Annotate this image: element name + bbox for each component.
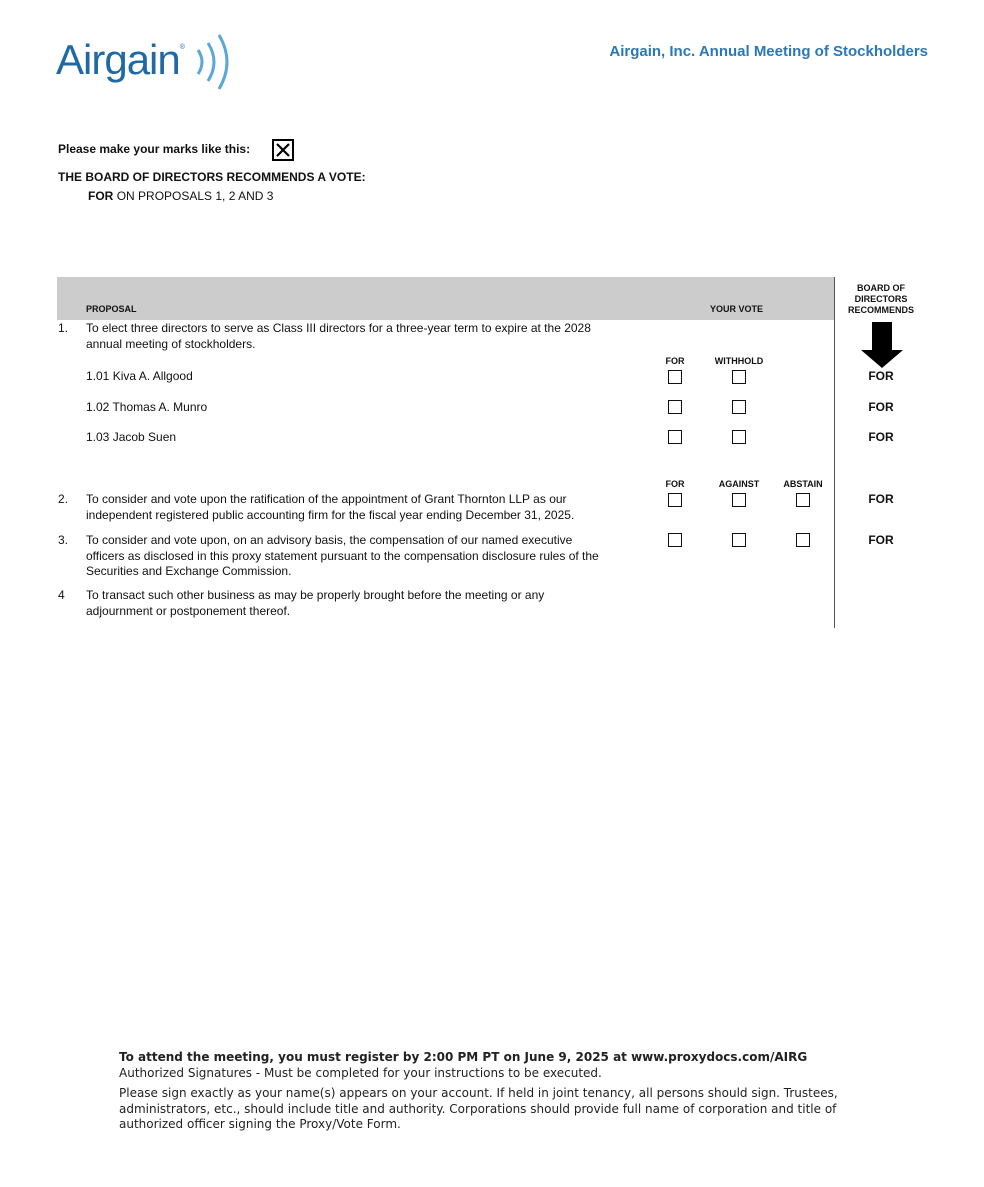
signing-instructions: Please sign exactly as your name(s) appears on your account. If held in joint tenancy, all persons should sign. Trustees, administrators, etc., should include title and authority. Corporations should provide full name of corporation and title of authorized officer signing the Proxy/Vote Form. — [119, 1086, 838, 1131]
p1-for-column-label: FOR — [665, 356, 685, 366]
x-mark-icon — [274, 141, 292, 159]
p2-abstain-column-label: ABSTAIN — [783, 479, 823, 489]
your-vote-column-header: YOUR VOTE — [710, 304, 764, 314]
proposal-2-abstain-checkbox[interactable] — [796, 493, 810, 507]
proposal-2-line1: To consider and vote upon the ratification of the appointment of Grant Thornton LLP as our — [86, 492, 567, 506]
nominee-2-for-checkbox[interactable] — [668, 400, 682, 414]
proposal-4-number: 4 — [58, 588, 65, 602]
nominee-2-recommendation: FOR — [868, 400, 894, 414]
board-for-label: FOR — [88, 189, 114, 203]
proposal-3-abstain-checkbox[interactable] — [796, 533, 810, 547]
proposal-1-line1: To elect three directors to serve as Class III directors for a three-year term to expire at the 2028 — [86, 321, 591, 335]
nominee-3-withhold-checkbox[interactable] — [732, 430, 746, 444]
proposal-3-number: 3. — [58, 533, 69, 547]
signal-waves-icon — [194, 32, 244, 92]
proposal-4-line1: To transact such other business as may be properly brought before the meeting or any — [86, 588, 545, 602]
board-recommendation-detail — [88, 189, 273, 203]
proposal-4-line2: adjournment or postponement thereof. — [86, 603, 291, 618]
proposal-2-number: 2. — [58, 492, 69, 506]
proposal-3-line3: Securities and Exchange Commission. — [86, 564, 292, 578]
board-header-line2: DIRECTORS — [854, 294, 908, 304]
nominee-2-withhold-checkbox[interactable] — [732, 400, 746, 414]
board-proposals-label: ON PROPOSALS 1, 2 AND 3 — [116, 189, 274, 203]
board-header-line3: RECOMMENDS — [847, 305, 914, 315]
proposal-1-line2: annual meeting of stockholders. — [86, 336, 256, 351]
proposal-2-recommendation: FOR — [868, 492, 894, 506]
sample-checked-box — [272, 139, 294, 161]
proposal-3-line2: officers as disclosed in this proxy statement pursuant to the compensation disclosure rules of the — [86, 548, 599, 563]
registration-notice — [119, 1050, 859, 1081]
authorized-signatures-note: Authorized Signatures - Must be completed for your instructions to be executed. — [119, 1065, 602, 1080]
logo-text: Airgain — [56, 36, 180, 83]
p2-for-column-label: FOR — [665, 479, 685, 489]
board-recommends-header — [838, 283, 924, 316]
proposal-1-text — [86, 321, 591, 352]
logo-registered-mark: ® — [179, 44, 184, 51]
proposal-2-text — [86, 492, 574, 523]
proposal-3-recommendation: FOR — [868, 533, 894, 547]
p1-withhold-column-label: WITHHOLD — [714, 356, 764, 366]
proposal-3-against-checkbox[interactable] — [732, 533, 746, 547]
proposal-2-for-checkbox[interactable] — [668, 493, 682, 507]
nominee-1-withhold-checkbox[interactable] — [732, 370, 746, 384]
proposal-column-header: PROPOSAL — [86, 304, 137, 314]
nominee-3-recommendation: FOR — [868, 430, 894, 444]
proposal-2-against-checkbox[interactable] — [732, 493, 746, 507]
proposal-4-text — [86, 588, 544, 619]
footer-instructions — [119, 1050, 859, 1138]
registration-deadline: To attend the meeting, you must register by 2:00 PM PT on June 9, 2025 at www.proxydocs.com/AIRG — [119, 1050, 808, 1064]
proposal-3-line1: To consider and vote upon, on an advisory basis, the compensation of our named executive — [86, 533, 573, 547]
marks-instruction: Please make your marks like this: — [58, 142, 251, 156]
nominee-1-recommendation: FOR — [868, 369, 894, 383]
proposal-3-for-checkbox[interactable] — [668, 533, 682, 547]
nominee-1-label: 1.01 Kiva A. Allgood — [86, 369, 193, 383]
proposal-2-line2: independent registered public accounting firm for the fiscal year ending December 31, 2025. — [86, 507, 575, 522]
p2-against-column-label: AGAINST — [718, 479, 760, 489]
nominee-1-for-checkbox[interactable] — [668, 370, 682, 384]
meeting-title: Airgain, Inc. Annual Meeting of Stockholders — [609, 43, 928, 60]
nominee-3-label: 1.03 Jacob Suen — [86, 430, 177, 444]
recommendation-divider — [834, 277, 835, 628]
nominee-2-label: 1.02 Thomas A. Munro — [86, 400, 208, 414]
arrow-down-icon — [861, 322, 903, 368]
logo-wordmark — [56, 36, 184, 84]
airgain-logo — [56, 32, 256, 92]
board-header-line1: BOARD OF — [857, 283, 905, 293]
proposal-1-number: 1. — [58, 321, 69, 335]
proposal-3-text — [86, 533, 599, 580]
nominee-3-for-checkbox[interactable] — [668, 430, 682, 444]
board-recommendation-heading: THE BOARD OF DIRECTORS RECOMMENDS A VOTE: — [58, 170, 366, 184]
